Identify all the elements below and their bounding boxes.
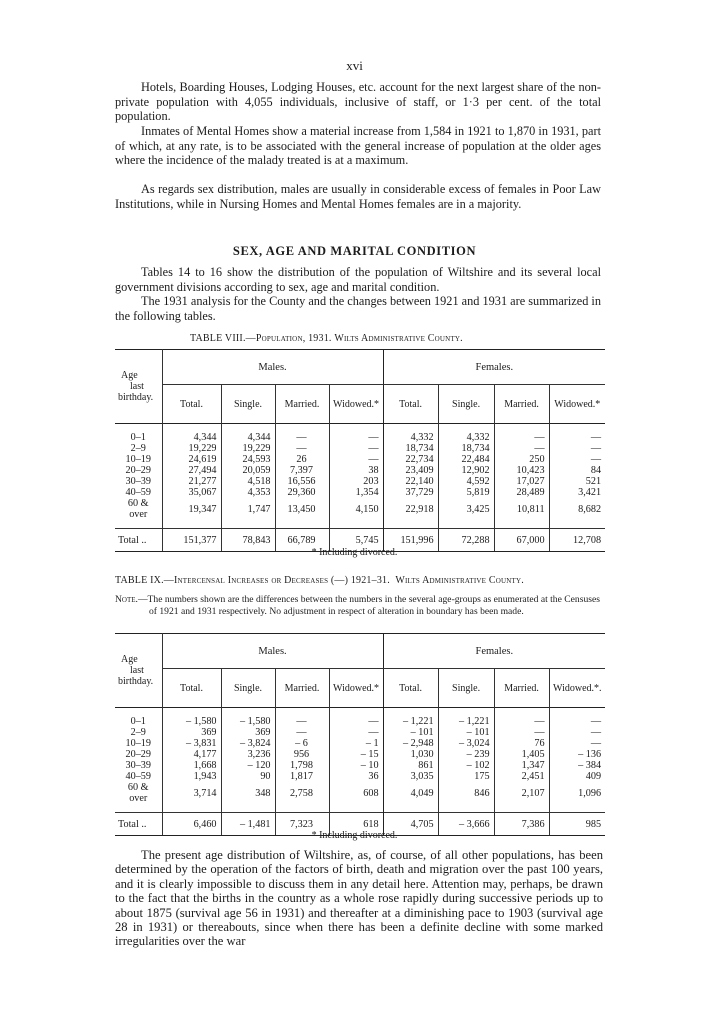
value-cell: 409 <box>585 771 602 782</box>
total-value-cell: 618 <box>329 813 383 836</box>
value-cell: – 1,580 <box>221 716 275 727</box>
value-cell: 17,027 <box>494 476 549 487</box>
value-cell: – 1 <box>329 738 383 749</box>
value-cell: 28,489 <box>494 487 549 498</box>
age-group-cell: 0–1 <box>115 716 162 727</box>
table-row <box>115 498 605 520</box>
total-value-cell: 7,386 <box>494 813 549 836</box>
table-row <box>115 749 605 760</box>
age-group-cell: 40–59 <box>115 771 162 782</box>
value-cell: 2,758 <box>275 782 329 804</box>
value-cell: – 1,580 <box>162 716 221 727</box>
paragraph-sex-distribution: As regards sex distribution, males are usually in considerable excess of females in Poor Law Institutions, while in Nursing Homes and Mental Homes females are in a majority. <box>115 182 601 211</box>
age-group-cell: 20–29 <box>115 465 162 476</box>
table8-caption <box>190 333 463 344</box>
table8 <box>115 349 605 552</box>
value-cell: – 1,221 <box>383 716 438 727</box>
value-cell: 24,593 <box>221 454 275 465</box>
value-cell: 18,734 <box>383 443 438 454</box>
value-cell: 4,353 <box>221 487 275 498</box>
value-cell: 3,236 <box>221 749 275 760</box>
paragraph-summary-intro: The 1931 analysis for the County and the changes between 1921 and 1931 are summarized in the following tables. <box>115 294 601 323</box>
table9-caption-region: Wilts Administrative County. <box>395 575 524 586</box>
table9-age-line-1: Age <box>121 654 138 665</box>
table-row <box>115 443 605 454</box>
table-row <box>115 727 605 738</box>
table8-col-female-total: Total. <box>383 385 438 424</box>
table8-age-line-1: Age <box>121 370 138 381</box>
value-cell: 846 <box>438 782 494 804</box>
value-cell: 2,451 <box>494 771 549 782</box>
value-cell: 16,556 <box>275 476 329 487</box>
value-cell: – 1,221 <box>438 716 494 727</box>
value-cell: 369 <box>221 727 275 738</box>
table-row <box>115 432 605 443</box>
value-cell: – 101 <box>383 727 438 738</box>
table9-col-female-widowed: Widowed.*. <box>553 682 602 694</box>
value-cell: 521 <box>585 476 602 487</box>
value-cell: — <box>275 727 329 738</box>
age-group-cell: 10–19 <box>115 738 162 749</box>
value-cell: – 384 <box>578 760 602 771</box>
table-row <box>115 760 605 771</box>
table-row <box>115 771 605 782</box>
table9-age-line-3: birthday. <box>118 676 154 687</box>
total-value-cell: 5,745 <box>329 529 383 552</box>
table9-note-label: Note. <box>115 594 138 605</box>
value-cell: 3,714 <box>162 782 221 804</box>
value-cell: 13,450 <box>275 498 329 520</box>
value-cell: 4,518 <box>221 476 275 487</box>
table9-col-male-widowed: Widowed.* <box>329 669 383 708</box>
value-cell: 26 <box>275 454 329 465</box>
table-row <box>115 738 605 749</box>
value-cell: 19,347 <box>162 498 221 520</box>
value-cell: – 136 <box>578 749 602 760</box>
value-cell: — <box>329 727 383 738</box>
age-group-cell: 2–9 <box>115 727 162 738</box>
value-cell: 1,943 <box>162 771 221 782</box>
value-cell: 3,035 <box>383 771 438 782</box>
value-cell: 4,344 <box>162 432 221 443</box>
value-cell: 12,902 <box>438 465 494 476</box>
value-cell: – 15 <box>329 749 383 760</box>
total-value-cell: 151,377 <box>162 529 221 552</box>
table9 <box>115 633 605 836</box>
value-cell: — <box>275 443 329 454</box>
total-value-cell: 78,843 <box>221 529 275 552</box>
table8-females-header: Females. <box>383 350 605 385</box>
value-cell: 10,811 <box>494 498 549 520</box>
table8-col-male-single: Single. <box>221 385 275 424</box>
table9-footnote: * Including divorced. <box>311 830 398 841</box>
value-cell: – 3,824 <box>221 738 275 749</box>
value-cell: 22,918 <box>383 498 438 520</box>
value-cell: 19,229 <box>221 443 275 454</box>
table9-col-female-married: Married. <box>494 669 549 708</box>
table9-col-male-single: Single. <box>221 669 275 708</box>
value-cell: 35,067 <box>162 487 221 498</box>
total-value-cell: 67,000 <box>494 529 549 552</box>
value-cell: – 3,831 <box>162 738 221 749</box>
age-group-cell: 30–39 <box>115 760 162 771</box>
value-cell: 4,592 <box>438 476 494 487</box>
value-cell: 1,798 <box>275 760 329 771</box>
table8-age-header <box>115 350 162 424</box>
total-value-cell: 985 <box>549 813 605 836</box>
paragraph-age-distribution: The present age distribution of Wiltshire, as, of course, of all other populations, has been determined by the operation of the factors of birth, death and migration over the past 100 years, and it is clearly impossible to discuss them in any detail here. Attention may, perhaps, be drawn to the fact that the births in the country as a whole rose rapidly during successive periods up to about 1875 (survival age 56 in 1931) and thereafter at a diminishing pace to 1903 (survival age 28 in 1931) or thereabouts, since when there has been a definite decline with some marked irregularities over the war <box>115 848 603 949</box>
value-cell: 19,229 <box>162 443 221 454</box>
value-cell: 84 <box>590 465 602 476</box>
value-cell: – 2,948 <box>383 738 438 749</box>
value-cell: 4,332 <box>438 432 494 443</box>
total-value-cell: 4,705 <box>383 813 438 836</box>
table9-note-text: —The numbers shown are the differences between the numbers in the several age-groups as enumerated at the Censuses of 1921 and 1931 respectively. No adjustment in respect of alteration in boundary has been made. <box>137 594 600 617</box>
value-cell: — <box>590 738 602 749</box>
value-cell: — <box>329 454 383 465</box>
paragraph-tables-intro: Tables 14 to 16 show the distribution of the population of Wiltshire and its several local government divisions according to sex, age and marital condition. <box>115 265 601 294</box>
value-cell: 2,107 <box>494 782 549 804</box>
value-cell: – 6 <box>275 738 329 749</box>
paragraph-hotels: Hotels, Boarding Houses, Lodging Houses, etc. account for the next largest share of the non-private population with 4,055 individuals, inclusive of staff, or 1·3 per cent. of the total population. <box>115 80 601 124</box>
table9-caption-title: Intercensal Increases or Decreases (—) 1921–31. <box>173 575 390 586</box>
table8-age-line-2: last <box>130 381 144 392</box>
value-cell: 1,354 <box>329 487 383 498</box>
value-cell: 20,059 <box>221 465 275 476</box>
table-row <box>115 476 605 487</box>
value-cell: 36 <box>329 771 383 782</box>
value-cell: — <box>590 454 602 465</box>
table8-col-female-married: Married. <box>494 385 549 424</box>
value-cell: 37,729 <box>383 487 438 498</box>
total-value-cell: 7,323 <box>275 813 329 836</box>
table9-age-header <box>115 634 162 708</box>
table8-col-male-married: Married. <box>275 385 329 424</box>
value-cell: 18,734 <box>438 443 494 454</box>
value-cell: 29,360 <box>275 487 329 498</box>
value-cell: 1,030 <box>383 749 438 760</box>
table8-col-male-widowed: Widowed.* <box>329 385 383 424</box>
table-row <box>115 454 605 465</box>
table9-col-male-married: Married. <box>275 669 329 708</box>
total-value-cell: – 1,481 <box>221 813 275 836</box>
value-cell: 175 <box>438 771 494 782</box>
table-row <box>115 465 605 476</box>
value-cell: 3,425 <box>438 498 494 520</box>
value-cell: 23,409 <box>383 465 438 476</box>
table9-age-line-2: last <box>130 665 144 676</box>
total-value-cell: 66,789 <box>275 529 329 552</box>
age-group-cell: 0–1 <box>115 432 162 443</box>
value-cell: 1,668 <box>162 760 221 771</box>
value-cell: – 239 <box>438 749 494 760</box>
paragraph-mental-homes: Inmates of Mental Homes show a material increase from 1,584 in 1921 to 1,870 in 1931, part of which, at any rate, is to be associated with the general increase of population at the older ages where the incidence of the malady treated is at a maximum. <box>115 124 601 168</box>
page-number: xvi <box>346 58 363 73</box>
table8-col-female-widowed: Widowed.* <box>554 398 601 410</box>
total-label-cell: Total .. <box>115 529 162 552</box>
table8-age-line-3: birthday. <box>118 392 154 403</box>
value-cell: — <box>275 432 329 443</box>
value-cell: 10,423 <box>494 465 549 476</box>
value-cell: 1,096 <box>578 787 602 799</box>
age-group-cell: 20–29 <box>115 749 162 760</box>
age-group-cell: 10–19 <box>115 454 162 465</box>
value-cell: — <box>329 432 383 443</box>
table9-col-male-total: Total. <box>162 669 221 708</box>
table8-footnote: * Including divorced. <box>311 547 398 558</box>
table-row <box>115 782 605 804</box>
table8-caption-title: Population, 1931. <box>255 333 332 344</box>
value-cell: — <box>494 443 549 454</box>
value-cell: 4,332 <box>383 432 438 443</box>
total-value-cell: – 3,666 <box>438 813 494 836</box>
table8-col-female-single: Single. <box>438 385 494 424</box>
value-cell: 4,344 <box>221 432 275 443</box>
value-cell: 956 <box>275 749 329 760</box>
value-cell: 348 <box>221 782 275 804</box>
value-cell: 250 <box>494 454 549 465</box>
value-cell: 38 <box>329 465 383 476</box>
table8-caption-region: Wilts Administrative County. <box>334 333 463 344</box>
value-cell: 1,747 <box>221 498 275 520</box>
table9-males-header: Males. <box>162 634 383 669</box>
value-cell: 369 <box>162 727 221 738</box>
table-row <box>115 716 605 727</box>
table8-males-header: Males. <box>162 350 383 385</box>
value-cell: 24,619 <box>162 454 221 465</box>
value-cell: 21,277 <box>162 476 221 487</box>
total-value-cell: 151,996 <box>383 529 438 552</box>
value-cell: — <box>590 727 602 738</box>
total-label-cell: Total .. <box>115 813 162 836</box>
value-cell: — <box>494 716 549 727</box>
value-cell: 1,347 <box>494 760 549 771</box>
value-cell: 608 <box>329 782 383 804</box>
value-cell: 27,494 <box>162 465 221 476</box>
value-cell: 861 <box>383 760 438 771</box>
value-cell: 1,817 <box>275 771 329 782</box>
age-group-cell: 40–59 <box>115 487 162 498</box>
value-cell: 8,682 <box>578 503 602 515</box>
value-cell: – 120 <box>221 760 275 771</box>
value-cell: 1,405 <box>494 749 549 760</box>
table9-col-female-single: Single. <box>438 669 494 708</box>
value-cell: 22,734 <box>383 454 438 465</box>
table9-caption-prefix: TABLE IX.— <box>115 575 174 586</box>
value-cell: 4,177 <box>162 749 221 760</box>
value-cell: 4,049 <box>383 782 438 804</box>
table8-caption-prefix: TABLE VIII.— <box>190 333 256 344</box>
value-cell: 4,150 <box>329 498 383 520</box>
value-cell: 7,397 <box>275 465 329 476</box>
value-cell: 3,421 <box>578 487 602 498</box>
value-cell: — <box>590 432 602 443</box>
value-cell: 5,819 <box>438 487 494 498</box>
age-group-cell: 2–9 <box>115 443 162 454</box>
total-value-cell: 6,460 <box>162 813 221 836</box>
table9-col-female-total: Total. <box>383 669 438 708</box>
table8-col-male-total: Total. <box>162 385 221 424</box>
table-row <box>115 487 605 498</box>
value-cell: – 102 <box>438 760 494 771</box>
value-cell: – 10 <box>329 760 383 771</box>
value-cell: 22,140 <box>383 476 438 487</box>
value-cell: — <box>275 716 329 727</box>
table9-females-header: Females. <box>383 634 605 669</box>
value-cell: – 101 <box>438 727 494 738</box>
total-value-cell: 72,288 <box>438 529 494 552</box>
value-cell: — <box>590 716 602 727</box>
value-cell: — <box>329 716 383 727</box>
value-cell: — <box>329 443 383 454</box>
value-cell: — <box>590 443 602 454</box>
value-cell: 90 <box>221 771 275 782</box>
value-cell: – 3,024 <box>438 738 494 749</box>
age-group-cell: 30–39 <box>115 476 162 487</box>
value-cell: 203 <box>329 476 383 487</box>
table9-note <box>115 594 603 617</box>
value-cell: — <box>494 432 549 443</box>
section-heading: SEX, AGE AND MARITAL CONDITION <box>232 244 477 258</box>
value-cell: 22,484 <box>438 454 494 465</box>
value-cell: 76 <box>494 738 549 749</box>
value-cell: — <box>494 727 549 738</box>
table9-caption <box>115 575 524 586</box>
age-group-cell: 60 & over <box>115 782 162 804</box>
age-group-cell: 60 & over <box>115 498 162 520</box>
total-value-cell: 12,708 <box>549 529 605 552</box>
